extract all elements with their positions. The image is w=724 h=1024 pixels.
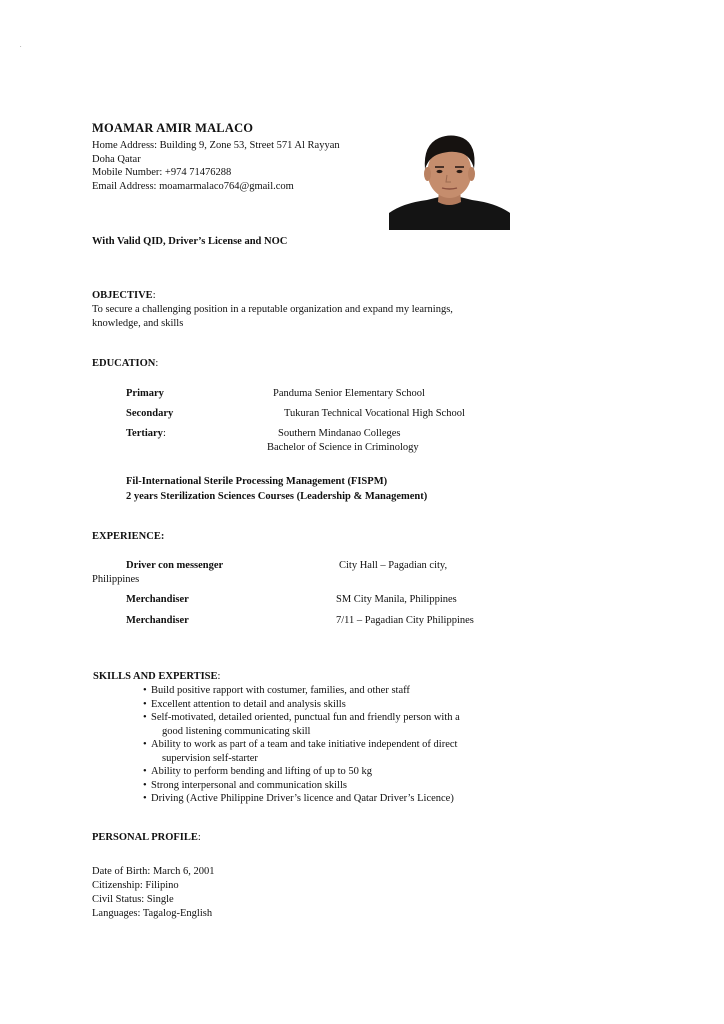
email-address: Email Address: moamarmalaco764@gmail.com	[92, 180, 294, 192]
experience-place-2: SM City Manila, Philippines	[336, 594, 457, 605]
education-school-tertiary: Southern Mindanao Colleges	[278, 428, 401, 439]
experience-role-1: Driver con messenger	[126, 560, 224, 571]
skills-heading-text: SKILLS AND EXPERTISE	[93, 671, 218, 682]
contact-block	[92, 139, 340, 193]
bullet: •	[143, 793, 147, 804]
experience-role-3: Merchandiser	[126, 615, 189, 626]
objective-heading-colon: :	[152, 290, 156, 301]
objective-heading	[92, 289, 156, 303]
training-sterilization: 2 years Sterilization Sciences Courses (Leadership & Management)	[126, 491, 428, 502]
portrait-illustration	[389, 129, 510, 230]
skill-item	[143, 698, 513, 712]
bullet: •	[143, 779, 147, 791]
experience-place-1-cont: Philippines	[92, 574, 140, 585]
objective-line-1: To secure a challenging position in a reputable organization and expand my learnings,	[92, 304, 453, 315]
skill-item	[143, 792, 513, 806]
education-heading-colon: :	[155, 358, 159, 369]
education-heading-text: EDUCATION	[92, 358, 156, 369]
bullet: •	[143, 739, 147, 750]
skill-item	[143, 684, 513, 698]
corner-mark: .	[20, 43, 22, 49]
experience-place-1: City Hall – Pagadian city,	[339, 560, 448, 571]
education-label-tertiary	[126, 427, 166, 441]
education-degree-tertiary: Bachelor of Science in Criminology	[267, 442, 419, 453]
education-label-tertiary-colon: :	[162, 428, 166, 439]
bullet: •	[143, 685, 147, 696]
profile-heading	[92, 831, 201, 845]
skill-text-continued: supervision self-starter	[162, 752, 258, 764]
education-label-secondary: Secondary	[126, 408, 174, 419]
education-label-tertiary-text: Tertiary	[126, 428, 163, 439]
bullet: •	[143, 712, 147, 723]
mobile-number: Mobile Number: +974 71476288	[92, 167, 232, 178]
skill-text: Self-motivated, detailed oriented, punctual fun and friendly person with a	[151, 712, 460, 723]
experience-role-2: Merchandiser	[126, 594, 189, 605]
skills-heading	[93, 670, 220, 684]
date-of-birth: Date of Birth: March 6, 2001	[92, 866, 215, 877]
profile-photo	[389, 129, 510, 230]
home-address: Home Address: Building 9, Zone 53, Street 571 Al Rayyan	[92, 140, 340, 151]
skills-heading-colon: :	[217, 671, 221, 682]
languages: Languages: Tagalog-English	[92, 908, 213, 919]
profile-heading-text: PERSONAL PROFILE	[92, 832, 198, 843]
bullet: •	[143, 698, 147, 710]
skill-item	[143, 738, 513, 765]
objective-line-2: knowledge, and skills	[92, 318, 184, 329]
training-fispm: Fil-International Sterile Processing Management (FISPM)	[126, 476, 388, 487]
bullet: •	[143, 766, 147, 777]
skill-item	[143, 765, 513, 779]
applicant-name: MOAMAR AMIR MALACO	[92, 121, 254, 135]
education-heading	[92, 357, 158, 371]
skill-text: Driving (Active Philippine Driver’s licence and Qatar Driver’s Licence)	[151, 793, 454, 804]
city: Doha Qatar	[92, 153, 141, 165]
education-school-secondary: Tukuran Technical Vocational High School	[284, 408, 465, 419]
experience-place-3: 7/11 – Pagadian City Philippines	[336, 615, 474, 626]
education-school-primary: Panduma Senior Elementary School	[273, 388, 425, 399]
skill-text-continued: good listening communicating skill	[162, 725, 311, 737]
civil-status: Civil Status: Single	[92, 894, 174, 905]
skill-item	[143, 779, 513, 793]
skill-text: Excellent attention to detail and analysis skills	[151, 698, 346, 710]
experience-heading: EXPERIENCE:	[92, 531, 165, 542]
skills-list	[143, 684, 513, 806]
skill-text: Ability to work as part of a team and take initiative independent of direct	[151, 739, 458, 750]
skill-item	[143, 711, 513, 738]
education-label-primary: Primary	[126, 388, 164, 399]
profile-heading-colon: :	[197, 832, 201, 843]
skill-text: Build positive rapport with costumer, families, and other staff	[151, 685, 410, 696]
skill-text: Ability to perform bending and lifting of up to 50 kg	[151, 766, 373, 777]
objective-heading-text: OBJECTIVE	[92, 290, 153, 301]
citizenship: Citizenship: Filipino	[92, 880, 179, 891]
skill-text: Strong interpersonal and communication skills	[151, 779, 347, 791]
qid-license-note: With Valid QID, Driver’s License and NOC	[92, 236, 288, 247]
